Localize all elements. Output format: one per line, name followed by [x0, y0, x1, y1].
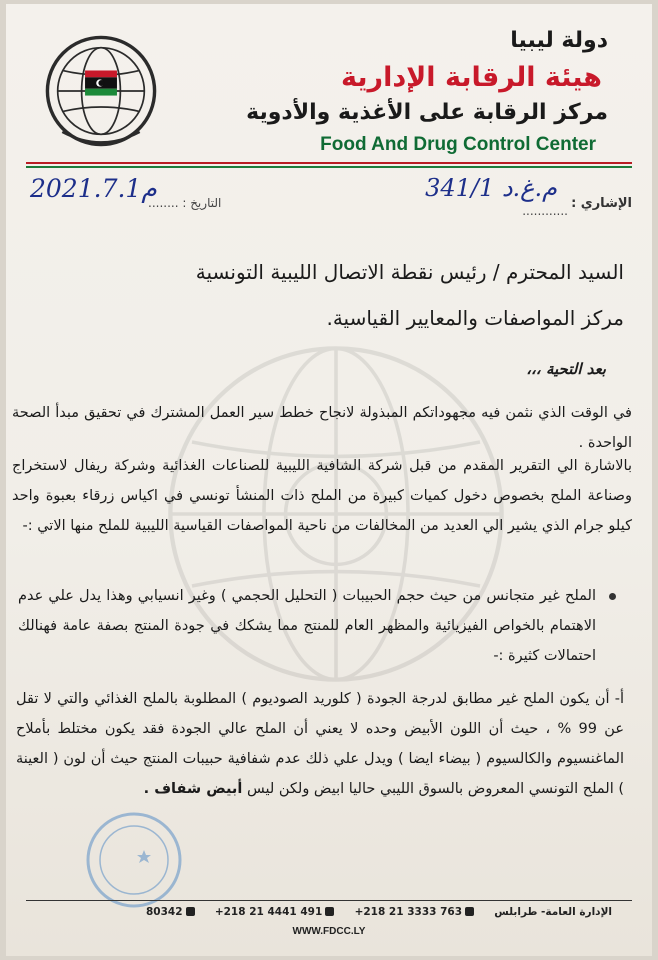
state-name: دولة ليبيا [510, 28, 608, 53]
center-name-english: Food And Drug Control Center [320, 134, 596, 155]
footer-phone-2: +218 21 4441 491 [214, 906, 323, 918]
phone-icon [465, 907, 474, 916]
footer-divider [26, 900, 632, 901]
addressee-organization: مركز المواصفات والمعايير القياسية. [326, 306, 624, 330]
addressee-line: السيد المحترم / رئيس نقطة الاتصال الليبية التونسية [195, 260, 624, 284]
bullet-point [609, 593, 616, 600]
reference-label: الإشاري : [571, 196, 632, 211]
footer-pobox: 80342 [146, 906, 183, 918]
emblem-globe-icon [44, 34, 158, 148]
footer-website[interactable]: WWW.FDCC.LY [292, 926, 366, 937]
reference-dots: ............ [522, 204, 568, 218]
letter-sheet [6, 4, 652, 956]
paragraph-report: بالاشارة الي التقرير المقدم من قبل شركة الشافية الليبية للصناعات الغذائية وشركة ريفال لاستخراج وصناعة الملح بخصوص دخول كميات كبيرة من الملح ذات المنشأ تونسي في اكياس زرقاء بعبوة واحد كيلو جرام الذي يشير الي العديد من المخالفات من ناحية المواصفات القياسية الليبية للملح منها الاتي :- [12, 458, 632, 534]
paragraph-quality-end: أبيض شفاف . [143, 781, 243, 797]
center-name-arabic: مركز الرقابة على الأغذية والأدوية [246, 100, 608, 125]
mailbox-icon [186, 907, 195, 916]
footer-phone-2-wrap [215, 906, 337, 918]
header-divider-green [26, 166, 632, 168]
footer-phone-1-wrap [355, 906, 477, 918]
paragraph-uniformity: الملح غير متجانس من حيث حجم الحبيبات ( التحليل الحجمي ) وغير انسيابي وهذا يدل علي عدم الاهتمام بالخواص الفيزيائية والمظهر العام للمنتج مما يشكك في جودة المنتج بصفة عامة فهنالك احتمالات كثيرة :- [18, 588, 596, 664]
date-label: التاريخ : ........ [148, 196, 222, 210]
date-value: 2021.7.1م [30, 174, 157, 203]
greeting: بعد التحية ،،، [526, 360, 606, 378]
paragraph-intro: في الوقت الذي نثمن فيه مجهوداتكم المبذولة لانجاح خطط سير العمل المشترك في تحقيق مبدأ الصحة الواحدة . [12, 405, 632, 451]
header-divider-red [26, 162, 632, 164]
reference-number: م.غ.د 341/1 [425, 174, 557, 202]
footer-pobox-wrap [146, 906, 198, 918]
footer-admin: الإدارة العامة- طرابلس [494, 906, 612, 918]
footer-contacts [146, 906, 612, 918]
footer-phone-1: +218 21 3333 763 [354, 906, 462, 918]
authority-name: هيئة الرقابة الإدارية [341, 62, 602, 93]
fax-icon [325, 907, 334, 916]
paragraph-quality-text: أ- أن يكون الملح غير مطابق لدرجة الجودة ( كلوريد الصوديوم ) المطلوبة بالملح الغذائي والتي لا تقل عن 99 % ، حيث أن اللون الأبيض وحده لا يعني أن الملح عالي الجودة فقد يكون مختلط بأملاح الماغنسيوم والكالسيوم ( بيضاء ايضا ) ويدل علي ذلك عدم شفافية حبيبات المنتج حيث أن لون ( العينة ) الملح التونسي المعروض بالسوق الليبي حاليا ابيض ولكن ليس [16, 691, 624, 797]
paragraph-quality [16, 684, 624, 804]
official-stamp-icon [84, 810, 184, 910]
